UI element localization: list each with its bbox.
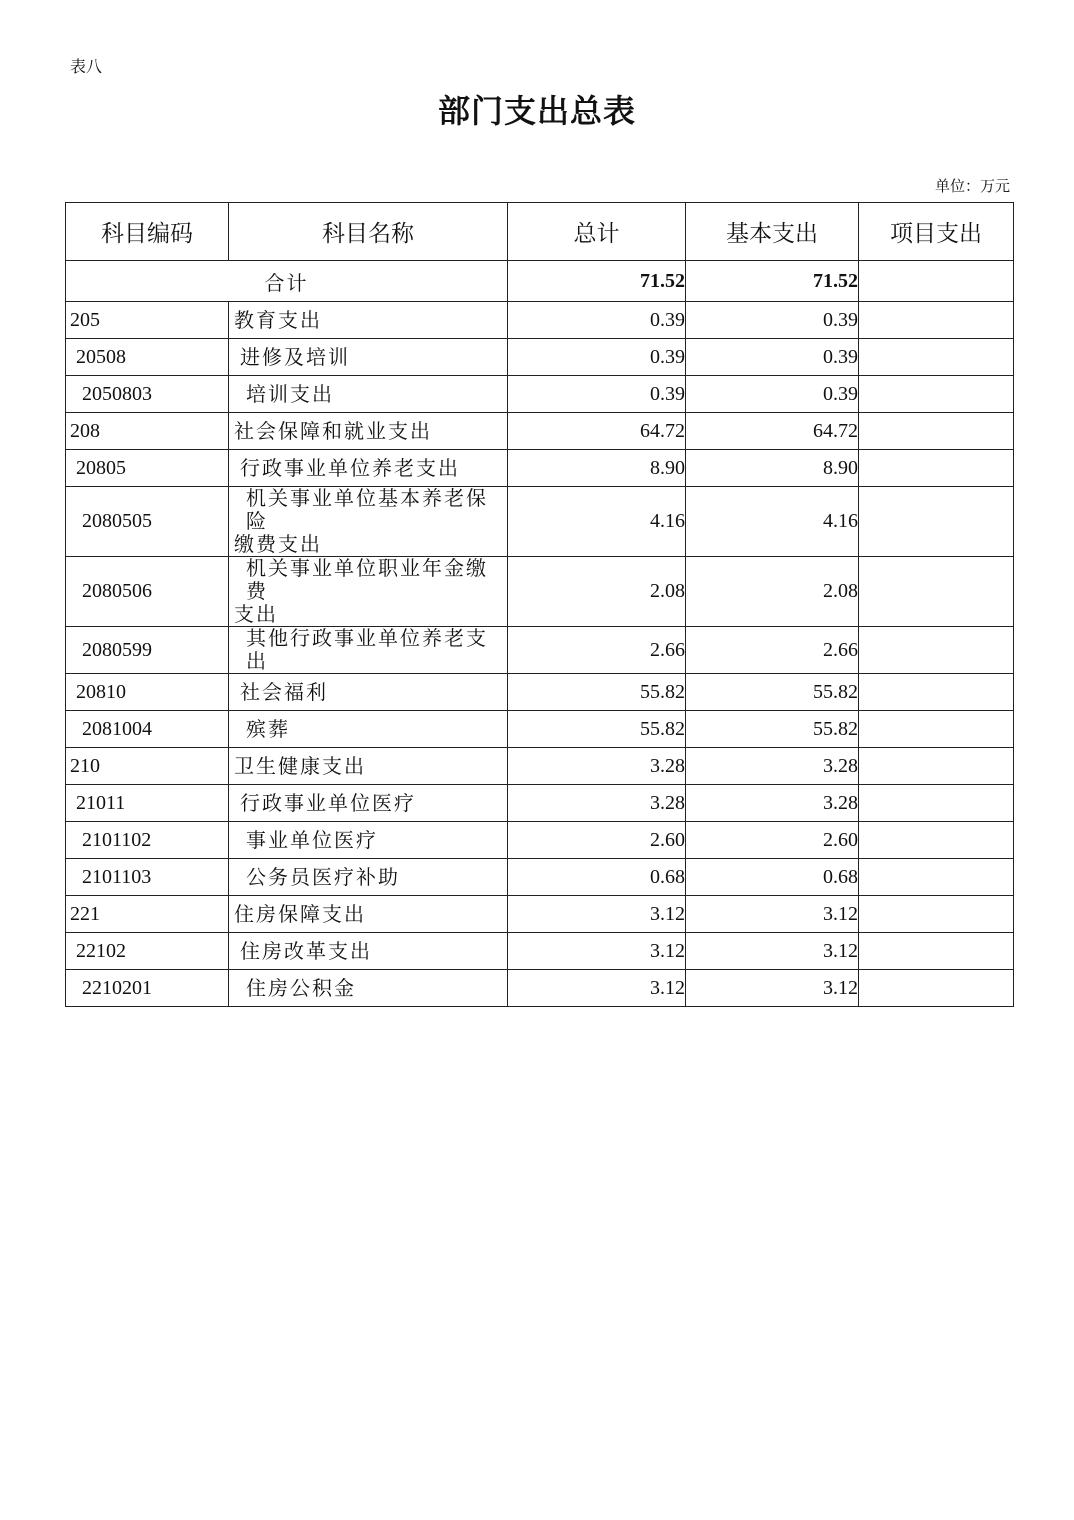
- subject-name: 住房保障支出: [229, 896, 508, 933]
- subject-name: 公务员医疗补助: [229, 859, 508, 896]
- subject-name: 住房公积金: [229, 970, 508, 1007]
- expenditure-table: [65, 202, 1014, 1007]
- header-name: 科目名称: [229, 203, 508, 261]
- amount-basic: 3.12: [686, 970, 859, 1007]
- subject-code: 2080599: [66, 627, 229, 674]
- subject-name: 卫生健康支出: [229, 748, 508, 785]
- table-row: [66, 487, 1014, 557]
- subject-name-line1: 机关事业单位基本养老保险: [246, 486, 488, 533]
- header-code: 科目编码: [66, 203, 229, 261]
- total-row: [66, 261, 1014, 302]
- amount-basic: 2.60: [686, 822, 859, 859]
- table-row: [66, 376, 1014, 413]
- amount-total: 2.60: [508, 822, 686, 859]
- subject-name: 进修及培训: [229, 339, 508, 376]
- amount-basic: 55.82: [686, 674, 859, 711]
- amount-basic: 8.90: [686, 450, 859, 487]
- subject-code: 20508: [66, 339, 229, 376]
- amount-total: 3.28: [508, 785, 686, 822]
- subject-name: 其他行政事业单位养老支出: [229, 627, 508, 674]
- amount-basic: 3.12: [686, 933, 859, 970]
- subject-code: 2210201: [66, 970, 229, 1007]
- amount-total: 3.28: [508, 748, 686, 785]
- table-row: [66, 933, 1014, 970]
- amount-basic: 0.68: [686, 859, 859, 896]
- subject-name: 行政事业单位养老支出: [229, 450, 508, 487]
- amount-basic: 0.39: [686, 376, 859, 413]
- header-basic: 基本支出: [686, 203, 859, 261]
- table-row: [66, 711, 1014, 748]
- amount-project: [859, 711, 1014, 748]
- subject-name: [229, 557, 508, 627]
- amount-basic: 0.39: [686, 302, 859, 339]
- subject-code: 2050803: [66, 376, 229, 413]
- table-row: [66, 413, 1014, 450]
- amount-total: 2.66: [508, 627, 686, 674]
- amount-project: [859, 785, 1014, 822]
- subject-code: 221: [66, 896, 229, 933]
- amount-basic: 2.66: [686, 627, 859, 674]
- subject-code: 22102: [66, 933, 229, 970]
- subject-name: 社会福利: [229, 674, 508, 711]
- amount-total: 55.82: [508, 711, 686, 748]
- header-row: [66, 203, 1014, 261]
- amount-basic: 64.72: [686, 413, 859, 450]
- amount-project: [859, 748, 1014, 785]
- amount-project: [859, 450, 1014, 487]
- amount-basic: 0.39: [686, 339, 859, 376]
- amount-basic: 4.16: [686, 487, 859, 557]
- header-total: 总计: [508, 203, 686, 261]
- amount-project: [859, 339, 1014, 376]
- total-total: 71.52: [508, 261, 686, 302]
- amount-project: [859, 859, 1014, 896]
- subject-name-line1: 机关事业单位职业年金缴费: [246, 556, 488, 603]
- subject-name: 殡葬: [229, 711, 508, 748]
- amount-total: 0.68: [508, 859, 686, 896]
- amount-total: 0.39: [508, 302, 686, 339]
- subject-code: 20810: [66, 674, 229, 711]
- table-row: [66, 822, 1014, 859]
- subject-name: 行政事业单位医疗: [229, 785, 508, 822]
- amount-basic: 2.08: [686, 557, 859, 627]
- subject-name-line2: 支出: [234, 602, 278, 626]
- amount-project: [859, 487, 1014, 557]
- table-row: [66, 674, 1014, 711]
- subject-code: 205: [66, 302, 229, 339]
- table-row: [66, 627, 1014, 674]
- amount-basic: 3.28: [686, 748, 859, 785]
- amount-project: [859, 970, 1014, 1007]
- subject-code: 21011: [66, 785, 229, 822]
- amount-total: 0.39: [508, 339, 686, 376]
- table-row: [66, 896, 1014, 933]
- total-label: 合计: [66, 261, 508, 302]
- amount-project: [859, 896, 1014, 933]
- header-project: 项目支出: [859, 203, 1014, 261]
- unit-label: 单位：万元: [934, 177, 1010, 195]
- amount-total: 3.12: [508, 933, 686, 970]
- table-row: [66, 785, 1014, 822]
- page-title: 部门支出总表: [437, 92, 636, 130]
- amount-basic: 3.28: [686, 785, 859, 822]
- amount-total: 8.90: [508, 450, 686, 487]
- amount-total: 55.82: [508, 674, 686, 711]
- subject-code: 20805: [66, 450, 229, 487]
- amount-project: [859, 674, 1014, 711]
- subject-code: 2101103: [66, 859, 229, 896]
- subject-code: 2081004: [66, 711, 229, 748]
- subject-name: 培训支出: [229, 376, 508, 413]
- table-row: [66, 450, 1014, 487]
- subject-name: 住房改革支出: [229, 933, 508, 970]
- amount-project: [859, 933, 1014, 970]
- table-row: [66, 557, 1014, 627]
- amount-total: 3.12: [508, 970, 686, 1007]
- table-row: [66, 970, 1014, 1007]
- amount-project: [859, 376, 1014, 413]
- amount-project: [859, 413, 1014, 450]
- total-project: [859, 261, 1014, 302]
- subject-code: 210: [66, 748, 229, 785]
- subject-code: 208: [66, 413, 229, 450]
- amount-project: [859, 557, 1014, 627]
- subject-name: [229, 487, 508, 557]
- subject-code: 2101102: [66, 822, 229, 859]
- subject-name: 社会保障和就业支出: [229, 413, 508, 450]
- table-row: [66, 339, 1014, 376]
- amount-basic: 3.12: [686, 896, 859, 933]
- amount-project: [859, 302, 1014, 339]
- amount-project: [859, 822, 1014, 859]
- amount-basic: 55.82: [686, 711, 859, 748]
- amount-total: 0.39: [508, 376, 686, 413]
- amount-total: 4.16: [508, 487, 686, 557]
- amount-total: 64.72: [508, 413, 686, 450]
- table-row: [66, 748, 1014, 785]
- subject-code: 2080506: [66, 557, 229, 627]
- total-basic: 71.52: [686, 261, 859, 302]
- table-number-label: 表八: [70, 57, 103, 76]
- amount-total: 3.12: [508, 896, 686, 933]
- subject-name-line2: 缴费支出: [234, 532, 322, 556]
- amount-total: 2.08: [508, 557, 686, 627]
- subject-name: 教育支出: [229, 302, 508, 339]
- subject-code: 2080505: [66, 487, 229, 557]
- subject-name: 事业单位医疗: [229, 822, 508, 859]
- table-row: [66, 302, 1014, 339]
- amount-project: [859, 627, 1014, 674]
- table-row: [66, 859, 1014, 896]
